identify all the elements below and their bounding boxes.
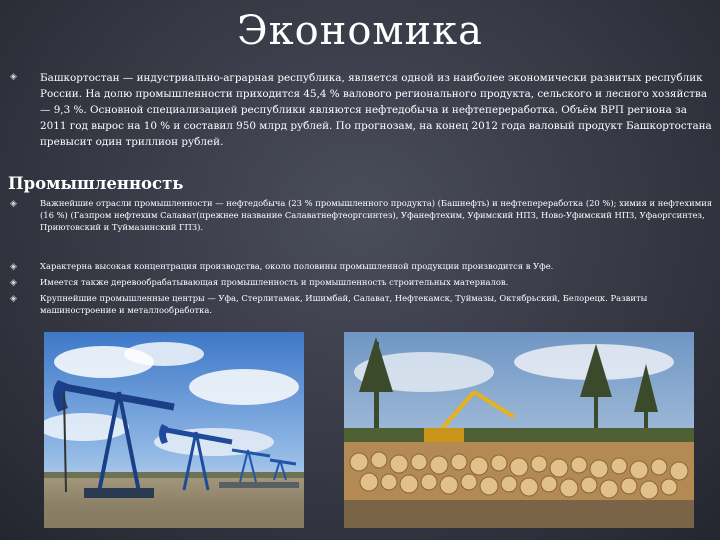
list-item: Крупнейшие промышленные центры — Уфа, Стерлитамак, Ишимбай, Салават, Нефтекамск, Туймазы, Октябрьский, Белорецк. Развиты машиностроение и металлообработка. (40, 293, 648, 316)
section-heading-industry: Промышленность (8, 174, 184, 193)
intro-paragraph: Башкортостан — индустриально-аграрная республика, является одной из наиболее экономически развитых республик России. На долю промышленности приходится 45,4 % валового регионального продукта, сельского и лесного хозяйства — 9,3 %. Основной специализацией республики являются нефтедобыча и нефтепереработка. Объём ВРП региона за 2011 год вырос на 10 % и составил 950 млрд рублей. По прогнозам, на конец 2012 года валовый продукт Башкортостана превысит один триллион рублей. (40, 72, 712, 148)
list-item: Характерна высокая концентрация производства, около половины промышленной продукции производится в Уфе. (40, 261, 554, 271)
page-title: Экономика (236, 8, 484, 54)
ornate-bullet-icon: ◈ (10, 199, 17, 209)
ornate-bullet-icon: ◈ (10, 278, 17, 288)
ornate-bullet-icon: ◈ (10, 294, 17, 304)
ornate-bullet-icon: ◈ (10, 262, 17, 272)
timber-logs-photo (344, 332, 694, 528)
oil-pumpjacks-photo (44, 332, 304, 528)
list-item: Важнейшие отрасли промышленности — нефтедобыча (23 % промышленного продукта) (Башнефть) и нефтепереработка (20 %); химия и нефтехимия (16 %) (Газпром нефтехим Салават(прежнее название Салаватнефтеоргсинтез), Уфанефтехим, Уфимский НПЗ, Ново-Уфимский НПЗ, Уфаоргсинтез, Приютовский и Туймазинский ГПЗ). (40, 198, 713, 233)
ornate-bullet-icon: ◈ (10, 72, 17, 82)
list-item: Имеется также деревообрабатывающая промышленность и промышленность строительных материалов. (40, 277, 509, 287)
